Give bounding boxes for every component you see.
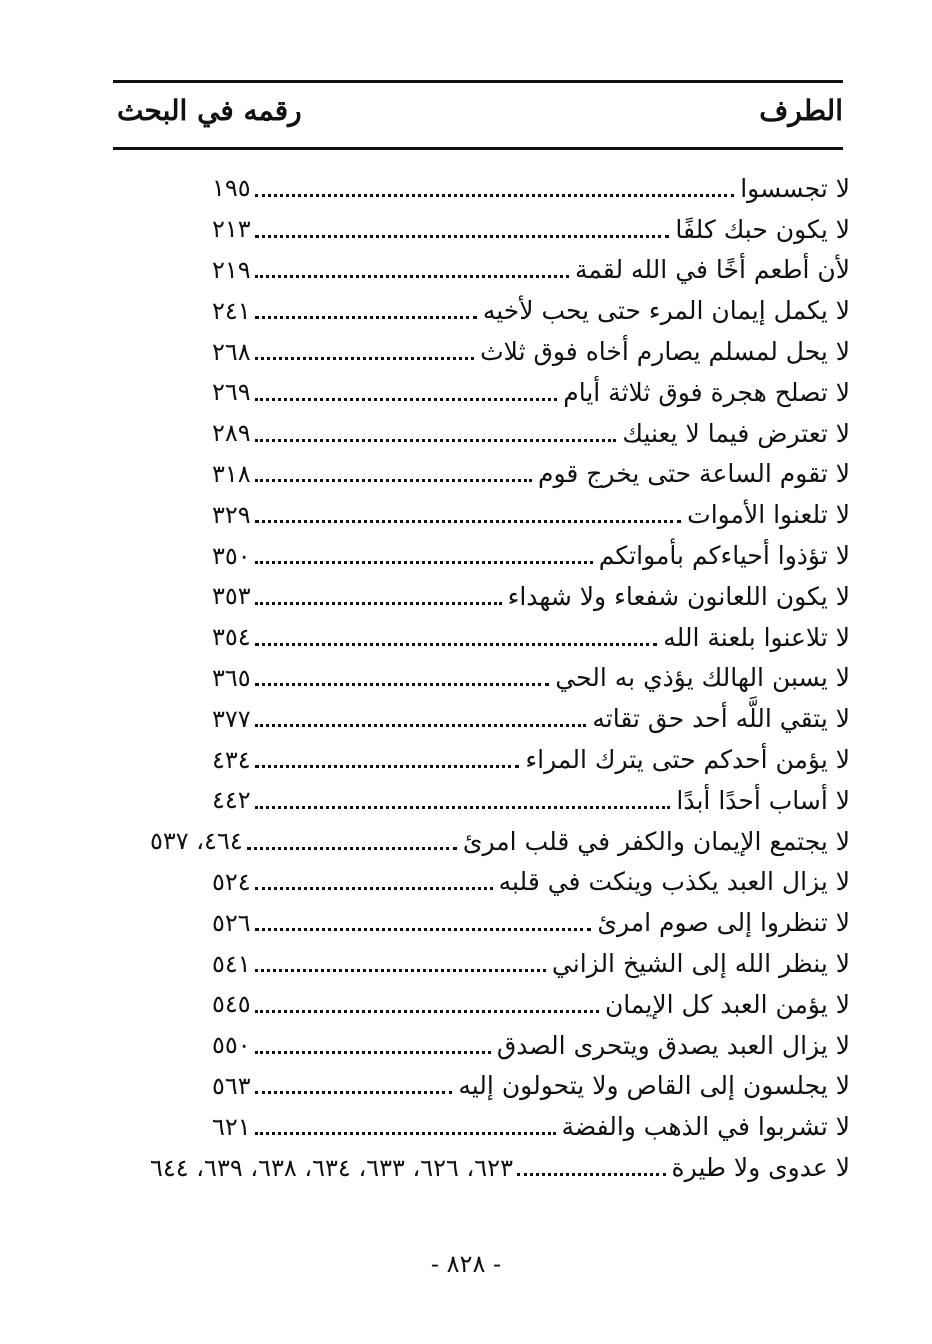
reference-number: ٥٤١ (212, 949, 251, 978)
index-row (150, 1106, 850, 1147)
dot-leader (255, 928, 592, 931)
dot-leader (247, 847, 457, 850)
dot-leader (255, 765, 520, 768)
hadith-text: لا يكون اللعانون شفعاء ولا شهداء (507, 581, 850, 611)
dot-leader (517, 1173, 666, 1176)
hadith-text: لا تصلح هجرة فوق ثلاثة أيام (563, 377, 850, 407)
hadith-text: لا تشربوا في الذهب والفضة (561, 1112, 850, 1142)
dot-leader (255, 1051, 491, 1054)
hadith-text: لأن أطعم أخًا في الله لقمة (574, 255, 850, 285)
reference-number: ٤٤٢ (212, 786, 251, 815)
index-row (150, 413, 850, 454)
hadith-text: لا يزال العبد يكذب وينكت في قلبه (498, 867, 850, 897)
reference-number: ١٩٥ (212, 174, 251, 203)
reference-number: ٤٣٤ (212, 745, 251, 774)
hadith-text: لا ينظر الله إلى الشيخ الزاني (551, 949, 850, 979)
dot-leader (255, 235, 670, 238)
dot-leader (255, 806, 671, 809)
hadith-text: لا يجتمع الإيمان والكفر في قلب امرئ (462, 826, 850, 856)
reference-number: ٣١٨ (212, 459, 251, 488)
dot-leader (255, 1132, 556, 1135)
hadith-text: لا تنظروا إلى صوم امرئ (597, 908, 850, 938)
reference-number: ٣٧٧ (212, 704, 251, 733)
reference-number: ٦٢٣، ٦٢٦، ٦٣٣، ٦٣٤، ٦٣٨، ٦٣٩، ٦٤٤ (150, 1153, 513, 1182)
reference-number: ٣٥٠ (212, 541, 251, 570)
hadith-text: لا تلاعنوا بلعنة الله (663, 622, 850, 652)
hadith-text: لا يكمل إيمان المرء حتى يحب لأخيه (482, 296, 850, 326)
index-row (150, 372, 850, 413)
hadith-text: لا عدوى ولا طيرة (671, 1153, 850, 1183)
index-row (150, 209, 850, 250)
hadith-text: لا أساب أحدًا أبدًا (676, 785, 850, 815)
hadith-text: لا تعترض فيما لا يعنيك (622, 418, 850, 448)
hadith-text: لا يؤمن أحدكم حتى يترك المراء (525, 745, 850, 775)
dot-leader (255, 561, 593, 564)
reference-number: ٢٤١ (212, 296, 251, 325)
hadith-text: لا يكون حبك كلفًا (675, 214, 850, 244)
index-row (150, 454, 850, 495)
reference-number: ٣٢٩ (212, 500, 251, 529)
hadith-text: لا يسبن الهالك يؤذي به الحي (555, 663, 850, 693)
hadith-text: لا يتقي اللَّه أحد حق تقاته (592, 704, 850, 734)
header-top-rule (113, 80, 843, 83)
index-row (150, 168, 850, 209)
dot-leader (255, 602, 502, 605)
hadith-text: لا يؤمن العبد كل الإيمان (604, 989, 850, 1019)
page-number: - ٨٢٨ - (430, 1250, 502, 1278)
reference-number: ٥٢٤ (212, 867, 251, 896)
reference-number: ٢١٣ (212, 215, 251, 244)
dot-leader (255, 643, 658, 646)
index-row (150, 494, 850, 535)
reference-number: ٣٦٥ (212, 663, 251, 692)
index-row (150, 331, 850, 372)
index-row (150, 535, 850, 576)
reference-number: ٣٥٤ (212, 623, 251, 652)
index-row (150, 1147, 850, 1188)
hadith-text: لا يجلسون إلى القاص ولا يتحولون إليه (458, 1071, 850, 1101)
reference-number: ٥٤٥ (212, 990, 251, 1019)
index-row (150, 1066, 850, 1107)
index-row (150, 862, 850, 903)
dot-leader (255, 316, 477, 319)
index-row (150, 658, 850, 699)
index-row (150, 290, 850, 331)
hadith-text: لا يحل لمسلم يصارم أخاه فوق ثلاث (480, 337, 850, 367)
index-row (150, 576, 850, 617)
reference-number: ٦٢١ (212, 1112, 251, 1141)
index-list (150, 168, 850, 1188)
index-row (150, 698, 850, 739)
dot-leader (255, 969, 546, 972)
reference-number: ٥٥٠ (212, 1031, 251, 1060)
index-row (150, 821, 850, 862)
index-row (150, 943, 850, 984)
dot-leader (255, 275, 569, 278)
index-row (150, 780, 850, 821)
reference-number: ٣٥٣ (212, 582, 251, 611)
dot-leader (255, 357, 474, 360)
dot-leader (255, 1010, 599, 1013)
header-bottom-rule (113, 147, 843, 150)
index-row (150, 250, 850, 291)
hadith-text: لا تقوم الساعة حتى يخرج قوم (538, 459, 850, 489)
table-header (113, 90, 843, 142)
hadith-text: لا تؤذوا أحياءكم بأمواتكم (598, 541, 850, 571)
dot-leader (255, 194, 735, 197)
reference-number: ٥٢٦ (212, 908, 251, 937)
reference-number: ٤٦٤، ٥٣٧ (150, 827, 243, 856)
index-row (150, 739, 850, 780)
hadith-text: لا تلعنوا الأموات (687, 500, 850, 530)
dot-leader (255, 439, 617, 442)
dot-leader (255, 398, 558, 401)
index-row (150, 1025, 850, 1066)
dot-leader (255, 887, 493, 890)
reference-number: ٢٦٩ (212, 378, 251, 407)
index-row (150, 984, 850, 1025)
reference-number: ٢٦٨ (212, 337, 251, 366)
reference-number: ٢٨٩ (212, 419, 251, 448)
hadith-text: لا يزال العبد يصدق ويتحرى الصدق (496, 1030, 850, 1060)
index-row (150, 617, 850, 658)
index-row (150, 902, 850, 943)
header-hadith-column: الطرف (759, 94, 843, 127)
reference-number: ٥٦٣ (212, 1071, 251, 1100)
reference-number: ٢١٩ (212, 255, 251, 284)
dot-leader (255, 724, 587, 727)
hadith-text: لا تجسسوا (740, 173, 850, 203)
dot-leader (255, 520, 681, 523)
dot-leader (255, 1091, 453, 1094)
dot-leader (255, 683, 550, 686)
header-number-column: رقمه في البحث (117, 94, 302, 127)
dot-leader (255, 479, 532, 482)
